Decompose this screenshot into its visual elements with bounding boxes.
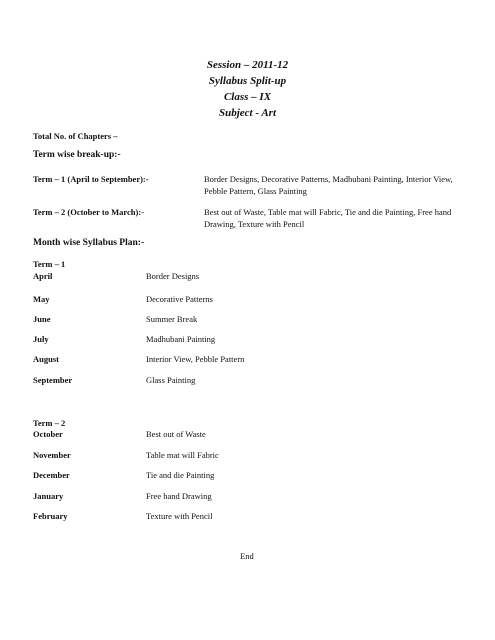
month-label: April bbox=[33, 271, 53, 281]
month-topic: Summer Break bbox=[146, 314, 198, 324]
month-topic: Texture with Pencil bbox=[146, 511, 213, 521]
month-topic: Table mat will Fabric bbox=[146, 450, 219, 460]
month-topic: Tie and die Painting bbox=[146, 470, 215, 480]
month-topic: Interior View, Pebble Pattern bbox=[146, 354, 245, 364]
month-label: December bbox=[33, 470, 70, 480]
month-label: October bbox=[33, 429, 63, 439]
term1-breakup-label: Term – 1 (April to September):- bbox=[33, 174, 149, 184]
term1-heading: Term – 1 bbox=[33, 259, 66, 269]
subject-title: Subject - Art bbox=[218, 107, 277, 119]
term1-breakup-topics: Border Designs, Decorative Patterns, Madhubani Painting, Interior View, Pebble Pattern, Glass Painting bbox=[204, 174, 453, 196]
month-topic: Madhubani Painting bbox=[146, 334, 216, 344]
month-label: February bbox=[33, 511, 68, 521]
term2-breakup-label: Term – 2 (October to March):- bbox=[33, 207, 145, 217]
term-wise-heading: Term wise break-up:- bbox=[33, 150, 121, 160]
term2-heading: Term – 2 bbox=[33, 418, 66, 428]
month-label: November bbox=[33, 450, 71, 460]
month-topic: Free hand Drawing bbox=[146, 491, 212, 501]
month-topic: Border Designs bbox=[146, 271, 200, 281]
class-title: Class – IX bbox=[223, 91, 272, 103]
month-plan-heading: Month wise Syllabus Plan:- bbox=[33, 238, 145, 248]
month-topic: Best out of Waste bbox=[146, 429, 206, 439]
month-label: May bbox=[33, 294, 50, 304]
term2-breakup-topics: Best out of Waste, Table mat will Fabric, Tie and die Painting, Free hand Drawing, Texture with Pencil bbox=[204, 207, 452, 229]
month-topic: Glass Painting bbox=[146, 375, 196, 385]
end-marker: End bbox=[240, 551, 254, 561]
month-label: September bbox=[33, 375, 73, 385]
month-label: July bbox=[33, 334, 49, 344]
month-label: August bbox=[33, 354, 59, 364]
month-label: June bbox=[33, 314, 51, 324]
month-label: January bbox=[33, 491, 64, 501]
total-chapters-label: Total No. of Chapters – bbox=[33, 131, 118, 141]
syllabus-title: Syllabus Split-up bbox=[208, 75, 287, 87]
month-topic: Decorative Patterns bbox=[146, 294, 213, 304]
session-title: Session – 2011-12 bbox=[206, 59, 289, 71]
